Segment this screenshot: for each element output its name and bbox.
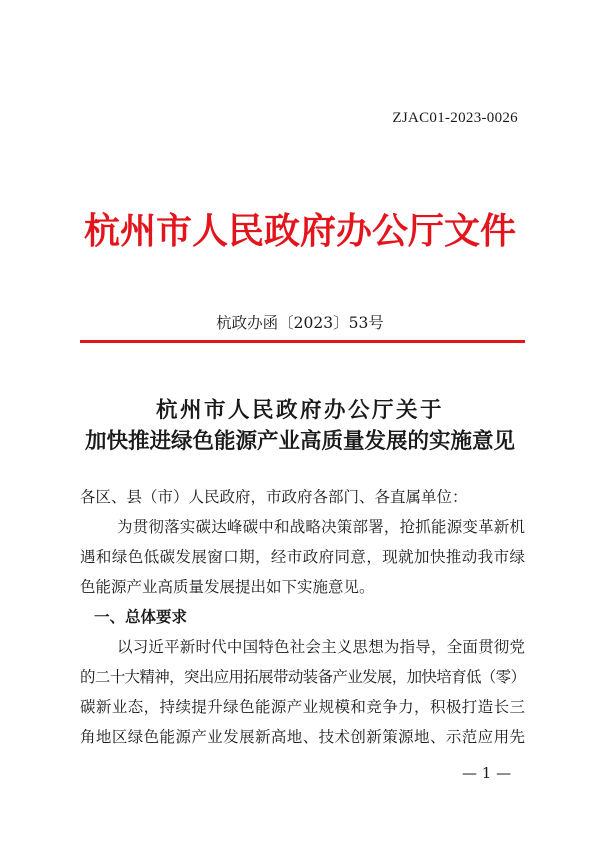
section-paragraph-line: 角地区绿色能源产业发展新高地、技术创新策源地、示范应用先: [80, 728, 525, 746]
addressee-line: 各区、县（市）人民政府，市政府各部门、各直属单位：: [80, 488, 468, 506]
issuer-header: 杭州市人民政府办公厅文件: [83, 210, 516, 252]
intro-paragraph-line: 色能源产业高质量发展提出如下实施意见。: [80, 578, 375, 596]
intro-paragraph-line: 为贯彻落实碳达峰碳中和战略决策部署，抢抓能源变革新机: [117, 518, 525, 536]
document-code: ZJAC01-2023-0026: [392, 110, 518, 126]
section-paragraph-line: 的二十大精神，突出应用拓展带动装备产业发展，加快培育低（零）: [80, 668, 525, 686]
document-body: [80, 482, 525, 752]
intro-paragraph-line: 遇和绿色低碳发展窗口期，经市政府同意，现就加快推动我市绿: [80, 548, 525, 566]
page-number: — 1 —: [462, 764, 512, 782]
document-title-line-1: 杭州市人民政府办公厅关于: [155, 398, 444, 423]
section-paragraph-line: 碳新业态，持续提升绿色能源产业规模和竞争力，积极打造长三: [80, 698, 525, 716]
section-heading: 一、总体要求: [94, 608, 188, 626]
section-paragraph-line: 以习近平新时代中国特色社会主义思想为指导，全面贯彻党: [117, 638, 525, 656]
document-number: 杭政办函〔2023〕53号: [216, 314, 384, 332]
document-title-line-2: 加快推进绿色能源产业高质量发展的实施意见: [84, 429, 515, 454]
red-divider-rule: [80, 340, 525, 343]
